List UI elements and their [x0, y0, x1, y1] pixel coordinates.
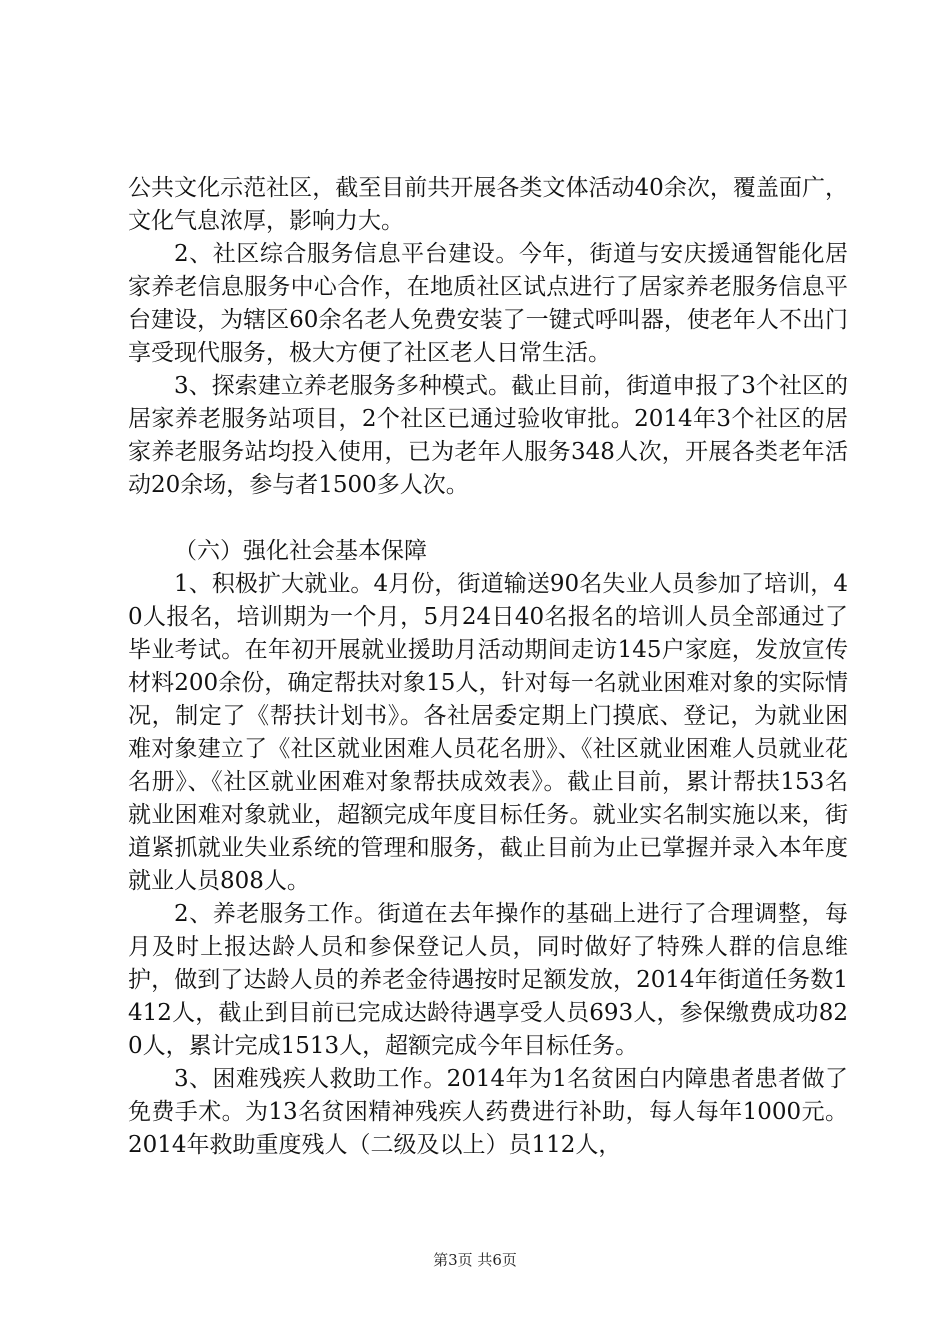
paragraph-disability-aid: 3、困难残疾人救助工作。2014年为1名贫困白内障患者患者做了免费手术。为13名贫困精神残疾人药费进行补助，每人每年1000元。2014年救助重度残人（二级及以上）员112人，: [128, 1066, 848, 1158]
paragraph-service-platform: 2、社区综合服务信息平台建设。今年，街道与安庆援通智能化居家养老信息服务中心合作，在地质社区试点进行了居家养老服务信息平台建设，为辖区60余名老人免费安装了一键式呼叫器，使老年人不出门享受现代服务，极大方便了社区老人日常生活。: [128, 241, 848, 366]
paragraph-elderly-care-models: 3、探索建立养老服务多种模式。截止目前，街道申报了3个社区的居家养老服务站项目，2个社区已通过验收审批。2014年3个社区的居家养老服务站均投入使用，已为老年人服务348人次，开展各类老年活动20余场，参与者1500多人次。: [128, 373, 848, 498]
paragraph-culture-summary: 公共文化示范社区，截至目前共开展各类文体活动40余次，覆盖面广，文化气息浓厚，影响力大。: [128, 175, 848, 234]
document-body: [128, 172, 848, 1162]
section-heading-social-security: （六）强化社会基本保障: [174, 538, 427, 564]
paragraph-pension-service: 2、养老服务工作。街道在去年操作的基础上进行了合理调整，每月及时上报达龄人员和参保登记人员，同时做好了特殊人群的信息维护，做到了达龄人员的养老金待遇按时足额发放，2014年街道任务数1412人，截止到目前已完成达龄待遇享受人员693人，参保缴费成功820人，累计完成1513人，超额完成今年目标任务。: [128, 901, 848, 1059]
paragraph-employment: 1、积极扩大就业。4月份，街道输送90名失业人员参加了培训，40人报名，培训期为一个月，5月24日40名报名的培训人员全部通过了毕业考试。在年初开展就业援助月活动期间走访145户家庭，发放宣传材料200余份，确定帮扶对象15人，针对每一名就业困难对象的实际情况，制定了《帮扶计划书》。各社居委定期上门摸底、登记，为就业困难对象建立了《社区就业困难人员花名册》、《社区就业困难人员就业花名册》、《社区就业困难对象帮扶成效表》。截止目前，累计帮扶153名就业困难对象就业，超额完成年度目标任务。就业实名制实施以来，街道紧抓就业失业系统的管理和服务，截止目前为止已掌握并录入本年度就业人员808人。: [128, 571, 848, 894]
page-number-footer: 第3页 共6页: [433, 1251, 517, 1269]
